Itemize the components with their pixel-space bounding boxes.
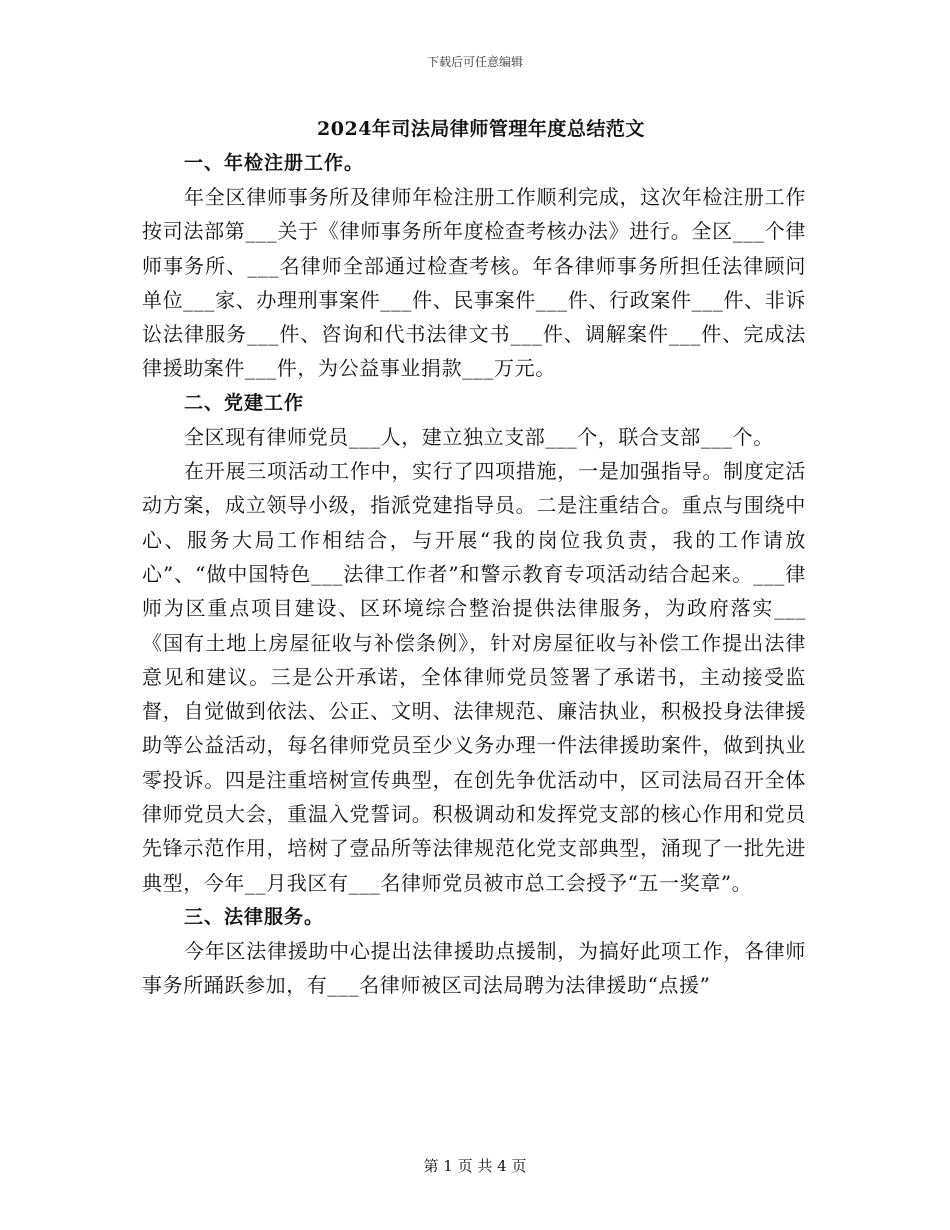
- document-body: [142, 114, 806, 1003]
- section-legal-services: [142, 900, 806, 1003]
- section-party-building: [142, 386, 806, 900]
- paragraph: 今年区法律援助中心提出法律援助点援制，为搞好此项工作，各律师事务所踊跃参加，有___名律师被区司法局聘为法律援助“点援”: [142, 938, 806, 998]
- section-heading: 二、党建工作: [184, 391, 305, 414]
- header-note: 下载后可任意编辑: [426, 55, 523, 69]
- paragraph: 年全区律师事务所及律师年检注册工作顺利完成，这次年检注册工作按司法部第___关于《律师事务所年度检查考核办法》进行。全区___个律师事务所、___名律师全部通过检查考核。年各律师事务所担任法律顾问单位___家、办理刑事案件___件、民事案件___件、行政案件___件、非诉讼法律服务___件、咨询和代书法律文书___件、调解案件___件、完成法律援助案件___件，为公益事业捐款___万元。: [142, 185, 806, 381]
- paragraph: 全区现有律师党员___人，建立独立支部___个，联合支部___个。: [184, 424, 774, 449]
- section-heading: 一、年检注册工作。: [184, 152, 365, 174]
- paragraph: 在开展三项活动工作中，实行了四项措施，一是加强指导。制度定活动方案，成立领导小级，指派党建指导员。二是注重结合。重点与围绕中心、服务大局工作相结合，与开展“我的岗位我负责，我的工作请放心”、“做中国特色___法律工作者”和警示教育专项活动结合起来。___律师为区重点项目建设、区环境综合整治提供法律服务，为政府落实___《国有土地上房屋征收与补偿条例》，针对房屋征收与补偿工作提出法律意见和建议。三是公开承诺，全体律师党员签署了承诺书，主动接受监督，自觉做到依法、公正、文明、法律规范、廉洁执业，积极投身法律援助等公益活动，每名律师党员至少义务办理一件法律援助案件，做到执业零投诉。四是注重培树宣传典型，在创先争优活动中，区司法局召开全体律师党员大会，重温入党誓词。积极调动和发挥党支部的核心作用和党员先锋示范作用，培树了壹品所等法律规范化党支部典型，涌现了一批先进典型，今年__月我区有___名律师党员被市总工会授予“五一奖章”。: [142, 459, 806, 895]
- section-heading: 三、法律服务。: [184, 905, 325, 928]
- section-annual-registration: [142, 146, 806, 386]
- page-number: 第 1 页 共 4 页: [423, 1157, 527, 1175]
- document-title: 2024年司法局律师管理年度总结范文: [317, 118, 645, 140]
